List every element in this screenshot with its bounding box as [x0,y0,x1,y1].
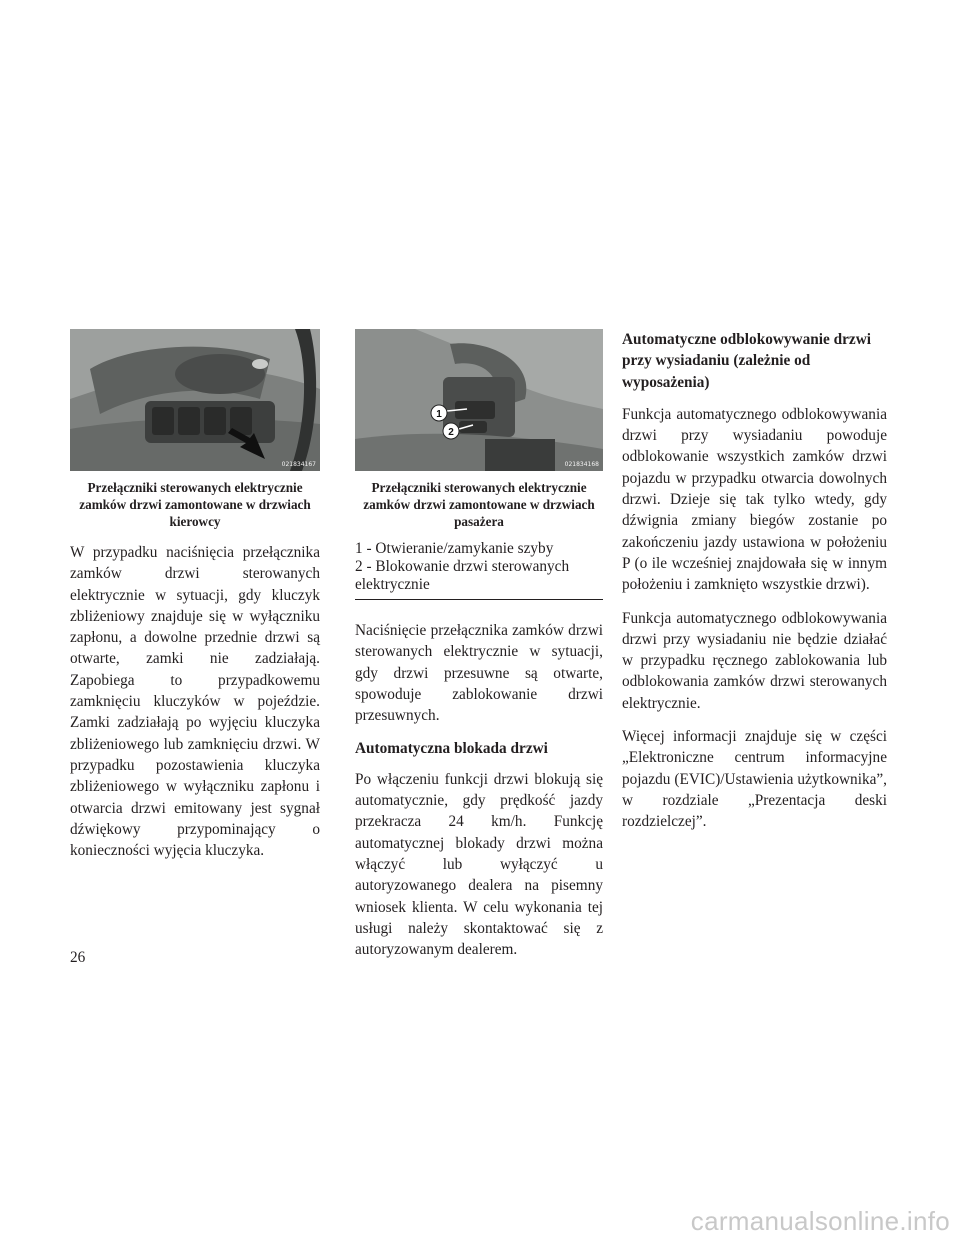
middle-column [355,329,603,972]
driver-door-photo [70,329,320,471]
paragraph: Naciśnięcie przełącznika zamków drzwi sterowanych elektrycznie w sytuacji, gdy drzwi przesuwne są otwarte, spowoduje zablokowanie drzwi przesuwnych. [355,622,603,725]
figure-code: 021834167 [281,461,316,468]
figure-legend [355,540,603,600]
paragraph: Po włączeniu funkcji drzwi blokują się automatycznie, gdy prędkość jazdy przekracza 24 km/h. Funkcję automatycznej blokady drzwi można włączyć lub wyłączyć u autoryzowanego dealera na pisemny wniosek klienta. W celu wykonania tej usługi należy skontaktować się z autoryzowanym dealerem. [355,770,603,959]
callout-2: 2 [448,427,454,438]
right-column [622,329,887,845]
legend-item: 2 - Blokowanie drzwi sterowanych elektrycznie [355,558,570,593]
figure-caption: Przełączniki sterowanych elektrycznie zamków drzwi zamontowane w drzwiach kierowcy [79,480,311,529]
paragraph: Więcej informacji znajduje się w części „Elektroniczne centrum informacyjne pojazdu (EVIC)/Ustawienia użytkownika”, w rozdziale „Prezentacja deski rozdzielczej”. [622,728,887,831]
passenger-door-photo [355,329,603,471]
figure-code: 021834168 [564,461,599,468]
section-heading: Automatyczne odblokowywanie drzwi przy wysiadaniu (zależnie od wyposażenia) [622,331,871,391]
figure-caption: Przełączniki sterowanych elektrycznie zamków drzwi zamontowane w drzwiach pasażera [363,480,595,529]
paragraph: Funkcja automatycznego odblokowywania drzwi przy wysiadaniu powoduje odblokowanie wszystkich zamków drzwi pojazdu w przypadku otwarcia dowolnych drzwi. Dzieje się tak tylko wtedy, gdy dźwignia zmiany biegów zostanie po zakończeniu jazdy ustawiona w położeniu P (o ile wcześniej znajdowała się w innym położeniu i zamknięto wszystkie drzwi). [622,405,887,594]
watermark: carmanualsonline.info [690,1206,950,1236]
paragraph: Funkcja automatycznego odblokowywania drzwi przy wysiadaniu nie będzie działać w przypadku ręcznego zablokowania lub odblokowania zamków drzwi sterowanych elektrycznie. [622,609,887,712]
driver-door-switches-image [70,329,320,471]
section-heading: Automatyczna blokada drzwi [355,740,548,758]
legend-item: 1 - Otwieranie/zamykanie szyby [355,540,554,557]
page-number: 26 [70,949,86,966]
paragraph: W przypadku naciśnięcia przełącznika zamków drzwi sterowanych elektrycznie w sytuacji, gdy kluczyk zbliżeniowy znajduje się w wyłączniku zapłonu, a dowolne przednie drzwi są otwarte, zamki nie zadziałają. Zapobiega to przypadkowemu zamknięciu kluczyków w pojeździe. Zamki zadziałają po wyjęciu kluczyka zbliżeniowego lub zamknięciu drzwi. W przypadku pozostawienia kluczyka zbliżeniowego w wyłączniku zapłonu i otwarcia drzwi emitowany jest sygnał dźwiękowy przypominający o konieczności wyjęcia kluczyka. [70,544,320,860]
callout-1: 1 [436,409,442,420]
left-column [70,329,320,873]
passenger-door-switches-image [355,329,603,471]
